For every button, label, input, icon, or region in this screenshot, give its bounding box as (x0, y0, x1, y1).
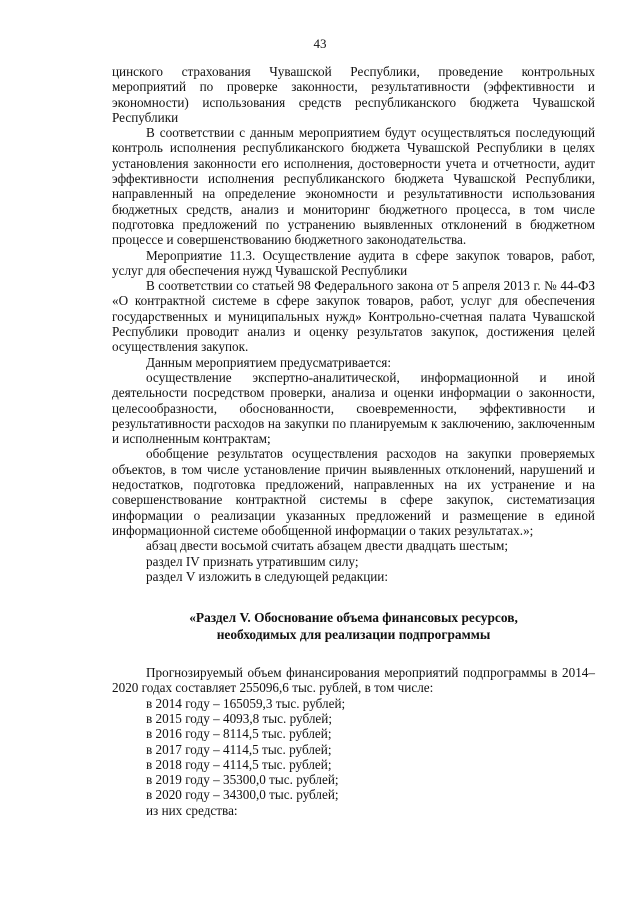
paragraph: Мероприятие 11.3. Осуществление аудита в сфере закупок товаров, работ, услуг для обеспечения нужд Чувашской Республики (112, 247, 595, 278)
funding-year-line: в 2020 году – 34300,0 тыс. рублей; (146, 787, 339, 803)
funding-year-line: в 2018 году – 4114,5 тыс. рублей; (146, 756, 332, 772)
funding-year-line: в 2016 году – 8114,5 тыс. рублей; (146, 726, 332, 742)
funding-year-line: в 2014 году – 165059,3 тыс. рублей; (146, 695, 346, 711)
paragraph: Данным мероприятием предусматривается: (146, 354, 392, 370)
section-title (112, 609, 595, 643)
funding-year-line: в 2015 году – 4093,8 тыс. рублей; (146, 710, 332, 726)
funding-year-line: в 2017 году – 4114,5 тыс. рублей; (146, 741, 332, 757)
section-title-line-2: необходимых для реализации подпрограммы (216, 627, 491, 643)
paragraph: раздел IV признать утратившим силу; (146, 553, 359, 569)
paragraph: абзац двести восьмой считать абзацем двести двадцать шестым; (146, 538, 508, 554)
paragraph: цинского страхования Чувашской Республики, проведение контрольных мероприятий по проверке законности, результативности (эффективности и экономности) использования средств республиканского бюджета Чувашской Республики (112, 64, 595, 125)
paragraph: раздел V изложить в следующей редакции: (146, 568, 389, 584)
document-body (112, 64, 595, 818)
paragraph: осуществление экспертно-аналитической, информационной и иной деятельности посредством проверки, анализа и оценки информации о законности, целесообразности, обоснованности, своевременности, эффективности и результативности расходов на закупки по планируемым к заключению, заключенным и исполненным контрактам; (112, 369, 595, 447)
funding-intro: Прогнозируемый объем финансирования мероприятий подпрограммы в 2014–2020 годах составляет 255096,6 тыс. рублей, в том числе: (112, 665, 595, 696)
paragraph: В соответствии со статьей 98 Федерального закона от 5 апреля 2013 г. № 44-ФЗ «О контрактной системе в сфере закупок товаров, работ, услуг для обеспечения государственных и муниципальных нужд» Контрольно-счетная палата Чувашской Республики проводит анализ и оценку результатов закупок, достижения целей осуществления закупок. (112, 278, 595, 355)
page-number: 43 (313, 36, 327, 51)
paragraph: В соответствии с данным мероприятием будут осуществляться последующий контроль исполнения республиканского бюджета Чувашской Республики в целях установления законности его исполнения, достоверности учета и отчетности, аудит эффективности исполнения республиканского бюджета Чувашской Республики, направленный на определение экономности и результативности использования бюджетных средств, анализ и мониторинг бюджетного процесса, в том числе подготовка предложений по устранению выявленных отклонений в бюджетном процессе и совершенствованию бюджетного законодательства. (112, 125, 595, 248)
funding-tail: из них средства: (146, 802, 238, 818)
section-title-line-1: «Раздел V. Обоснование объема финансовых ресурсов, (189, 610, 518, 626)
funding-year-line: в 2019 году – 35300,0 тыс. рублей; (146, 772, 339, 788)
paragraph: обобщение результатов осуществления расходов на закупки проверяемых объектов, в том числе установление причин выявленных отклонений, нарушений и недостатков, подготовка предложений, направленных на их устранение и на совершенствование контрактной системы в сфере закупок, систематизация информации о реализации указанных предложений и размещение в единой информационной системе обобщенной информации о таких результатах.»; (112, 446, 595, 538)
